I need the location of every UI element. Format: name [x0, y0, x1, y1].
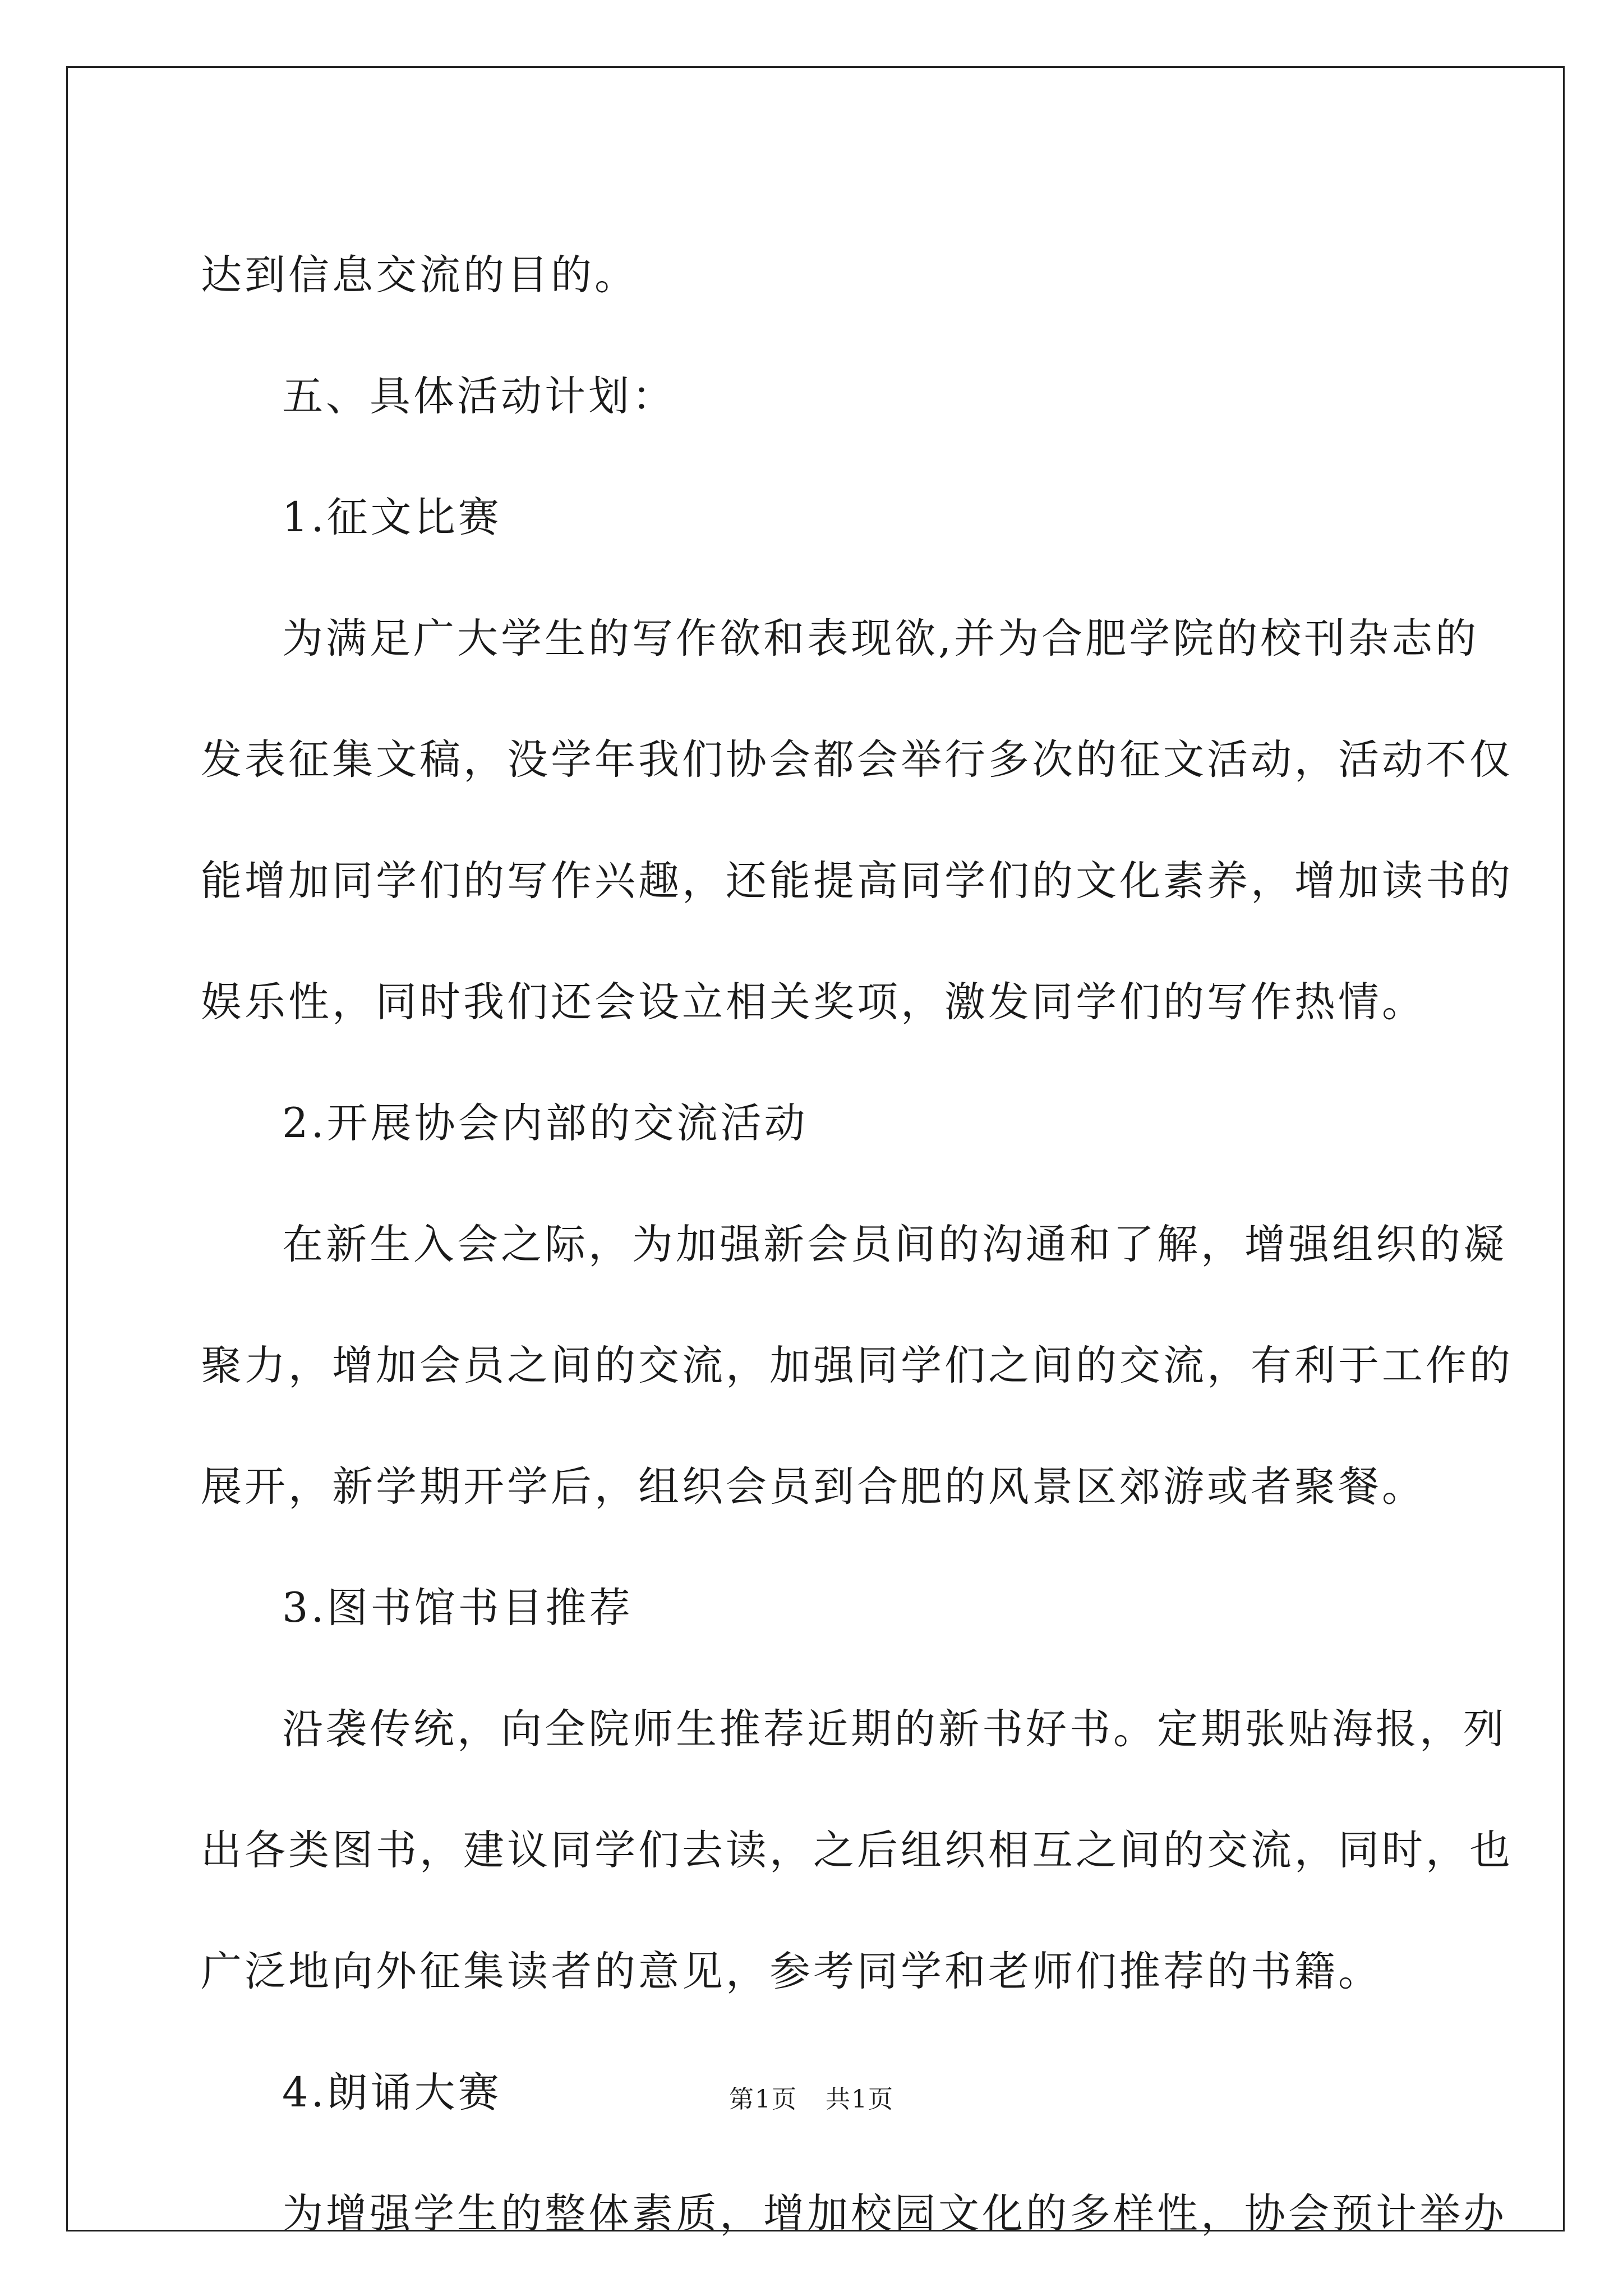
- item-heading-essay-contest: 1.征文比赛: [282, 494, 502, 541]
- page-number: 第1页: [729, 2085, 797, 2114]
- paragraph-line: 能增加同学们的写作兴趣，还能提高同学们的文化素养，增加读书的: [201, 857, 1513, 905]
- paragraph-line: 发表征集文稿，没学年我们协会都会举行多次的征文活动，活动不仅: [201, 736, 1513, 784]
- item-heading-internal-exchange: 2.开展协会内部的交流活动: [282, 1099, 808, 1147]
- section-heading-activities: 五、具体活动计划：: [282, 372, 676, 420]
- page-footer: [0, 2079, 1623, 2115]
- paragraph-line: 聚力，增加会员之间的交流，加强同学们之间的交流，有利于工作的: [201, 1342, 1513, 1389]
- item-heading-book-recommendation: 3.图书馆书目推荐: [282, 1584, 633, 1632]
- page-total: 共1页: [826, 2085, 894, 2114]
- paragraph-line: 在新生入会之际，为加强新会员间的沟通和了解，增强组织的凝: [282, 1221, 1507, 1268]
- item-heading-recitation-contest: 4.朗诵大赛: [282, 2069, 502, 2116]
- body-line-1: 达到信息交流的目的。: [201, 251, 638, 299]
- paragraph-line: 展开，新学期开学后，组织会员到合肥的风景区郊游或者聚餐。: [201, 1463, 1426, 1511]
- paragraph-line: 广泛地向外征集读者的意见，参考同学和老师们推荐的书籍。: [201, 1948, 1382, 1995]
- paragraph-line: 为增强学生的整体素质，增加校园文化的多样性，协会预计举办: [282, 2190, 1507, 2238]
- paragraph-line: 为满足广大学生的写作欲和表现欲,并为合肥学院的校刊杂志的: [282, 615, 1479, 662]
- paragraph-line: 娱乐性，同时我们还会设立相关奖项，激发同学们的写作热情。: [201, 978, 1426, 1026]
- paragraph-line: 出各类图书，建议同学们去读，之后组织相互之间的交流，同时，也: [201, 1826, 1513, 1874]
- document-body: [201, 215, 1513, 2275]
- paragraph-line: 沿袭传统，向全院师生推荐近期的新书好书。定期张贴海报，列: [282, 1705, 1507, 1753]
